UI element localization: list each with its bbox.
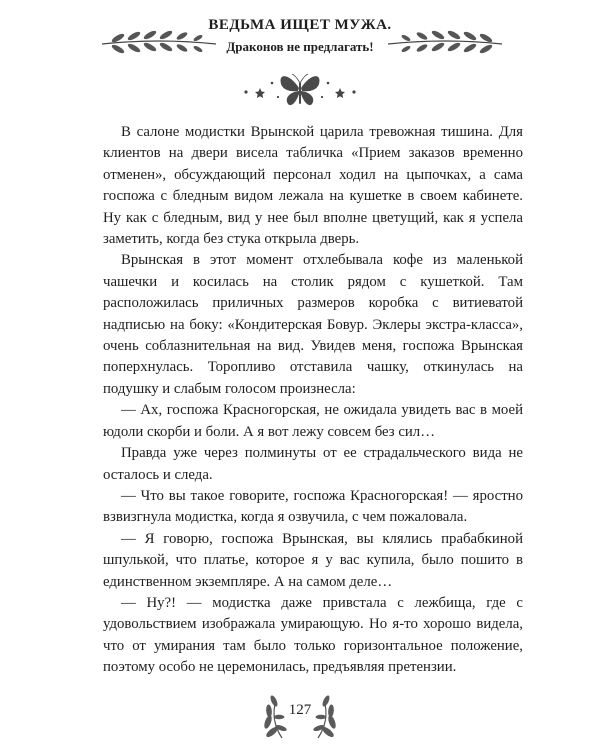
page-number: 127 [288, 702, 312, 718]
paragraph: — Я говорю, госпожа Врынская, вы клялись прабабкиной шпулькой, что платье, которое я у вас купила, было пошито в единственном экземпляре. А на самом деле… [103, 530, 523, 590]
star-icon [244, 82, 279, 98]
butterfly-icon [281, 74, 320, 105]
page-text [103, 122, 523, 679]
laurel-branch-icon [384, 14, 506, 58]
paragraph: — Ну?! — модистка даже привстала с лежбища, где с удовольствием изображала умирающую. Но я-то хорошо видела, что от умирания там было только горизонтальное положение, поэтому особо не церемонилась, предъявляя претензии. [103, 594, 523, 676]
paragraph: Правда уже через полминуты от ее страдальческого вида не осталось и следа. [103, 445, 523, 483]
book-title: ВЕДЬМА ИЩЕТ МУЖА. [208, 17, 392, 33]
paragraph: — Что вы такое говорите, госпожа Красногорская! — яростно взвизгнула модистка, когда я озвучила, с чем пожаловала. [103, 487, 523, 526]
paragraph: В салоне модистки Врынской царила тревожная тишина. Для клиентов на двери висела табличка «Прием заказов временно отменен», обсуждающий персонал ходил на цыпочках, а сама госпожа с бледным видом лежала на кушетке в своем кабинете. Ну как с бледным, вид у нее был вполне цветущий, как я успела заметить, когда без стука открыла дверь. [103, 124, 523, 248]
star-icon [321, 82, 356, 98]
paragraph: Врынская в этот момент отхлебывала кофе из маленькой чашечки и косилась на столик рядом с кушеткой. Там расположилась приличных размеров коробка с витиеватой надписью на боку: «Кондитерская Бовур. Эклеры экстра-класса», очень соблазнительная на вид. Увидев меня, госпожа Врынская поперхнулась. Торопливо отставила чашку, откинулась на подушку и слабым голосом произнесла: [103, 252, 523, 397]
book-subtitle: Драконов не предлагать! [226, 39, 374, 54]
page-header [0, 0, 600, 110]
paragraph: — Ах, госпожа Красногорская, не ожидала увидеть вас в моей юдоли скорби и боли. А я вот лежу совсем без сил… [103, 402, 523, 440]
butterfly-ornament [238, 70, 362, 110]
